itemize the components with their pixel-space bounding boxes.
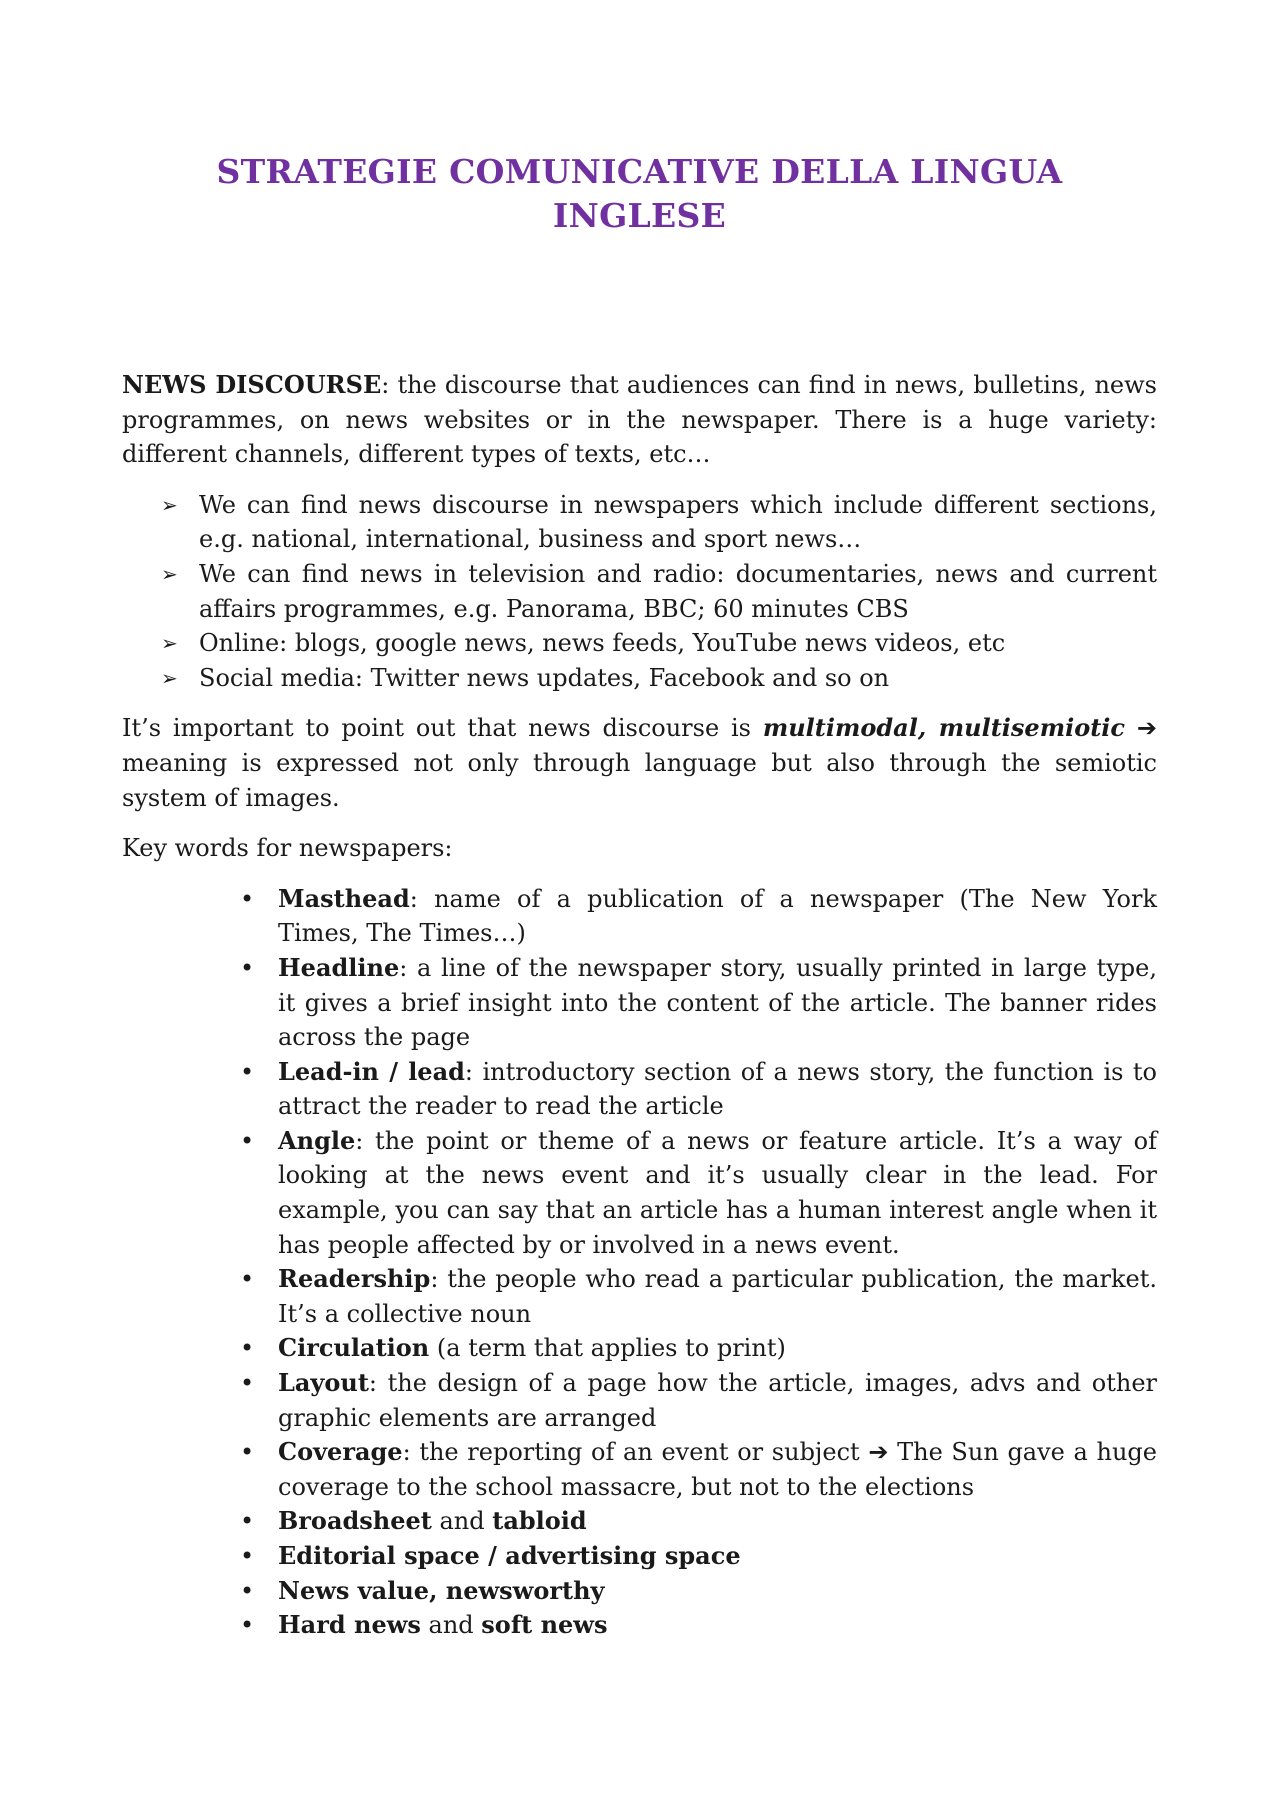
bullet-dot-icon: • <box>240 1126 255 1155</box>
bullet-dot-icon: • <box>240 1438 255 1467</box>
list-item: ➢ We can find news in television and radio: documentaries, news and current affairs programmes, e.g. Panorama, BBC; 60 minutes CBS <box>199 557 1157 626</box>
bullet-dot-icon: • <box>240 1542 255 1570</box>
intro-paragraph <box>122 368 1157 472</box>
list-item: • Broadsheet and tabloid <box>278 1504 1157 1539</box>
title-line-1: STRATEGIE COMUNICATIVE DELLA LINGUA <box>216 152 1063 191</box>
list-item: • Lead-in / lead: introductory section of a news story, the function is to attract the reader to read the article <box>240 1056 1158 1121</box>
arrowhead-bullet-icon: ➢ <box>161 492 178 517</box>
bullet-dot-icon: • <box>240 884 255 913</box>
list-item: • Readership: the people who read a particular publication, the market. It’s a collective noun <box>240 1264 1157 1328</box>
list-item: • News value, newsworthy <box>278 1574 1157 1609</box>
bullet-dot-icon: • <box>240 1507 255 1536</box>
bullet-dot-icon: • <box>240 953 255 982</box>
list-item: • Headline: a line of the newspaper story, usually printed in large type, it gives a brief insight into the content of the article. The banner rides across the page <box>240 952 1157 1052</box>
list-item: • Angle: the point or theme of a news or feature article. It’s a way of looking at the news event and it’s usually clear in the lead. For example, you can say that an article has a human interest angle when it has people affected by or involved in a news event. <box>240 1125 1157 1259</box>
right-arrow-icon: ➔ <box>1136 714 1157 743</box>
arrowhead-bullet-icon: ➢ <box>161 561 178 586</box>
right-arrow-icon: ➔ <box>868 1438 889 1467</box>
list-item: • Editorial space / advertising space <box>278 1539 1157 1574</box>
channels-list <box>122 488 1157 696</box>
document-title <box>122 150 1157 238</box>
arrowhead-bullet-icon: ➢ <box>161 631 178 656</box>
title-line-2: INGLESE <box>552 196 727 235</box>
bullet-dot-icon: • <box>240 1611 255 1640</box>
keywords-heading: Key words for newspapers: <box>122 834 453 863</box>
list-item: ➢ We can find news discourse in newspapers which include different sections, e.g. national, international, business and sport news… <box>199 488 1157 557</box>
list-item: • Circulation (a term that applies to print) <box>278 1331 1157 1366</box>
list-item: ➢ Online: blogs, google news, news feeds, YouTube news videos, etc <box>199 626 1157 661</box>
list-item: • Hard news and soft news <box>278 1608 1157 1643</box>
bullet-dot-icon: • <box>240 1057 255 1086</box>
bullet-dot-icon: • <box>240 1369 255 1398</box>
list-item: ➢ Social media: Twitter news updates, Facebook and so on <box>199 661 1157 696</box>
arrowhead-bullet-icon: ➢ <box>161 665 178 690</box>
bullet-dot-icon: • <box>240 1334 255 1363</box>
document-page <box>122 150 1157 1643</box>
multimodal-emphasis: multimodal, multisemiotic <box>762 713 1126 743</box>
intro-term: NEWS DISCOURSE <box>122 370 382 399</box>
intro-text: : the discourse that audiences can find in news, bulletins, news programmes, on news websites or in the newspaper. There is a huge variety: different channels, different types of texts, etc… <box>122 371 1157 469</box>
bullet-dot-icon: • <box>240 1576 255 1605</box>
bullet-dot-icon: • <box>240 1265 255 1294</box>
list-item: • Coverage: the reporting of an event or subject ➔ The Sun gave a huge coverage to the school massacre, but not to the elections <box>240 1437 1157 1501</box>
list-item: • Masthead: name of a publication of a newspaper (The New York Times, The Times…) <box>240 883 1157 948</box>
keywords-list <box>122 882 1157 1643</box>
multimodal-paragraph: It’s important to point out that news discourse is multimodal, multisemiotic ➔ meaning is expressed not only through language but also through the semiotic system of images. <box>122 713 1157 812</box>
list-item: • Layout: the design of a page how the article, images, advs and other graphic elements are arranged <box>240 1368 1157 1432</box>
